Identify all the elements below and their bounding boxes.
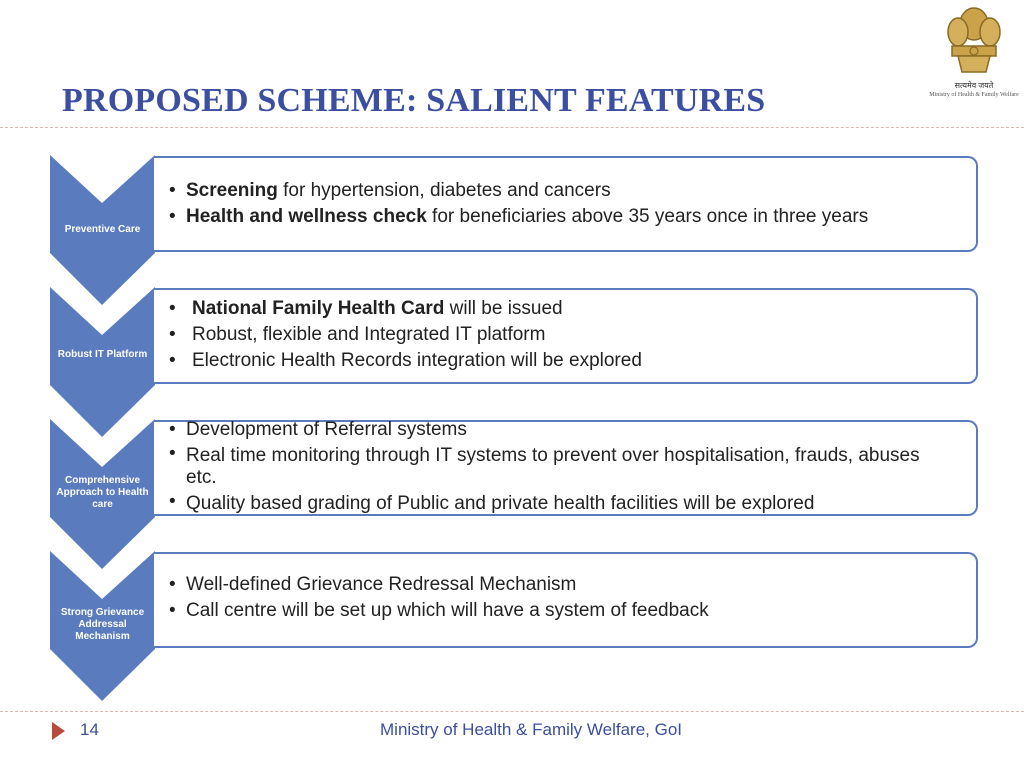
footer-text: Ministry of Health & Family Welfare, GoI bbox=[380, 720, 682, 739]
section-content-box bbox=[154, 552, 978, 648]
list-item: • Well-defined Grievance Redressal Mechanism bbox=[166, 572, 709, 598]
list-item: • Call centre will be set up which will have a system of feedback bbox=[166, 598, 709, 624]
list-item: • Quality based grading of Public and private health facilities will be explored bbox=[166, 489, 946, 517]
page-number: 14 bbox=[80, 720, 99, 739]
list-item: • National Family Health Card will be issued bbox=[166, 296, 642, 322]
section-content-box bbox=[154, 156, 978, 252]
footer-triangle-icon bbox=[52, 722, 65, 740]
section-label: Strong Grievance Addressal Mechanism bbox=[60, 607, 145, 642]
list-item: • Screening for hypertension, diabetes and cancers bbox=[166, 178, 868, 204]
emblem-motto: सत्यमेव जयते bbox=[954, 81, 994, 90]
slide-title: PROPOSED SCHEME: SALIENT FEATURES bbox=[62, 82, 766, 119]
section-label: Comprehensive Approach to Health care bbox=[56, 475, 149, 510]
section-label: Robust IT Platform bbox=[57, 349, 148, 360]
list-item: • Health and wellness check for beneficiaries above 35 years once in three years bbox=[166, 204, 868, 230]
list-item: • Electronic Health Records integration will be explored bbox=[166, 348, 642, 374]
national-emblem bbox=[929, 2, 1019, 120]
section-content-box bbox=[154, 420, 978, 516]
section-content-box bbox=[154, 288, 978, 384]
section-label: Preventive Care bbox=[64, 224, 141, 235]
list-item: • Robust, flexible and Integrated IT platform bbox=[166, 322, 642, 348]
list-item: • Development of Referral systems bbox=[166, 417, 946, 443]
lion-capital-icon bbox=[934, 2, 1014, 82]
list-item: • Real time monitoring through IT systems to prevent over hospitalisation, frauds, abuses etc. bbox=[166, 443, 946, 489]
title-divider bbox=[0, 127, 1024, 128]
emblem-caption: Ministry of Health & Family Welfare bbox=[929, 92, 1019, 98]
chevron-shape bbox=[50, 287, 155, 437]
footer-divider bbox=[0, 711, 1024, 712]
